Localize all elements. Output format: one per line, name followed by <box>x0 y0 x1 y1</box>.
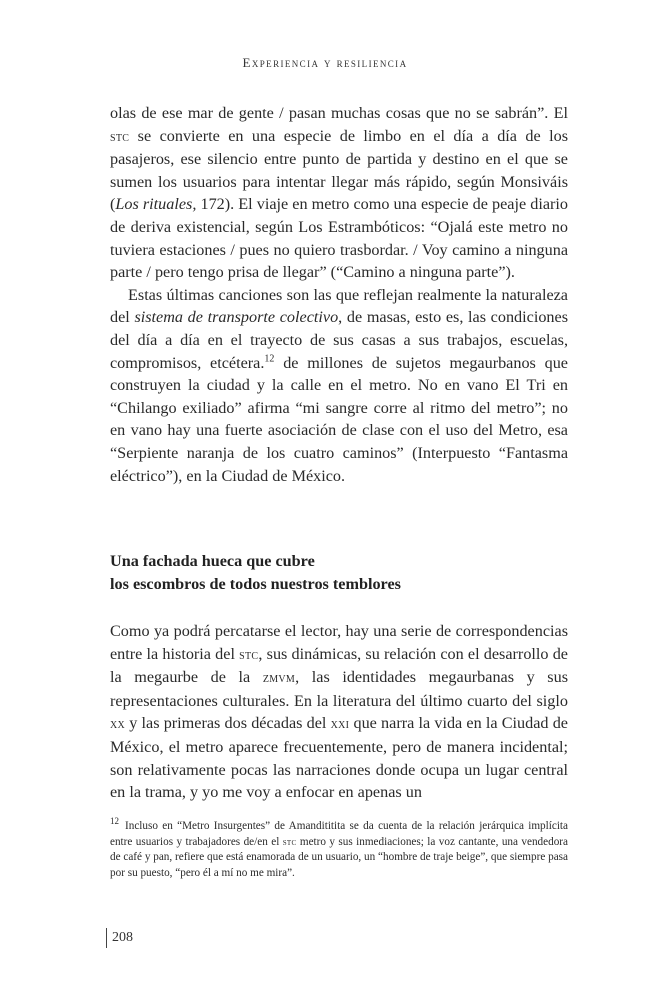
body-text-top <box>110 102 568 487</box>
text-run: Estas últimas canciones son las que reflejan realmente la naturaleza del <box>110 285 568 327</box>
text-run: Incluso en “Metro Insurgentes” de Amandititita se da cuenta de la relación jerárquica implícita entre usuarios y trabajadores de/en el <box>110 820 568 848</box>
text-run: 172). El viaje en metro como una especie de peaje diario de deriva existencial, según Los Estrambóticos: “Ojalá este metro no tuviera estaciones / pues no quiero trasbordar. / Voy camino a ninguna parte / pero tengo prisa de llegar” (“Camino a ninguna parte”). <box>110 195 568 282</box>
acronym-stc: stc <box>110 128 130 145</box>
italic-phrase: sistema de transporte colectivo <box>134 308 339 327</box>
paragraph-3 <box>110 620 568 804</box>
text-run: , las identidades megaurbanas y sus representaciones culturales. En la literatura del último cuarto del siglo <box>110 668 568 710</box>
footnote-number: 12 <box>110 816 119 827</box>
acronym-stc: stc <box>282 836 297 848</box>
century-xx: xx <box>110 716 126 733</box>
text-run: de millones de sujetos megaurbanos que construyen la ciudad y la calle en el metro. No en vano El Tri en “Chilango exiliado” afirma “mi sangre corre al ritmo del metro”; no en vano hay una fuerte asociación de clase con el uso del Metro, esa “Serpiente naranja de los cuatro caminos” (Interpuesto “Fantasma eléctrico”), en la Ciudad de México. <box>110 353 568 485</box>
text-run: olas de ese mar de gente / pasan muchas cosas que no se sabrán”. El <box>110 104 568 122</box>
body-text-bottom <box>110 620 568 804</box>
paragraph-2 <box>110 284 568 487</box>
text-run: y las primeras dos décadas del <box>125 714 331 733</box>
text-run: , de masas, esto es, las condiciones del día a día en el trayecto de sus casas a sus trabajos, escuelas, compromisos, etcétera. <box>110 308 569 372</box>
section-heading-line-2: los escombros de todos nuestros temblores <box>110 574 401 593</box>
italic-title: Los rituales, <box>115 195 197 214</box>
section-heading <box>110 550 568 595</box>
section-heading-line-1: Una fachada hueca que cubre <box>110 552 315 570</box>
footnote <box>110 816 568 881</box>
footnote-marker[interactable]: 12 <box>264 353 275 365</box>
acronym-zmvm: zmvm <box>262 670 296 687</box>
text-run: , sus dinámicas, su relación con el desarrollo de la megaurbe de la <box>110 644 568 687</box>
paragraph-1 <box>110 102 568 284</box>
acronym-stc: stc <box>239 646 259 663</box>
text-run: que narra la vida en la Ciudad de México, el metro aparece frecuentemente, pero de manera incidental; son relativamente pocas las narraciones donde ocupa un lugar central en la trama, y yo me voy a enfocar en apenas un <box>110 714 568 802</box>
text-run: metro y sus inmediaciones; la voz cantante, una vendedora de café y pan, refiere que está enamorada de un usuario, un “hombre de traje beige”, que siempre pasa por su puesto, “pero él a mí no me mira”. <box>110 835 568 879</box>
century-xxi: xxi <box>330 716 350 733</box>
running-head: Experiencia y resiliencia <box>242 55 408 70</box>
text-run: se convierte en una especie de limbo en el día a día de los pasajeros, ese silencio entre punto de partida y destino en el que se sumen los usuarios para intentar llegar más rápido, según Monsiváis ( <box>110 126 568 214</box>
text-run: Como ya podrá percatarse el lector, hay una serie de correspondencias entre la historia del <box>110 622 568 663</box>
page-number: 208 <box>106 928 133 948</box>
